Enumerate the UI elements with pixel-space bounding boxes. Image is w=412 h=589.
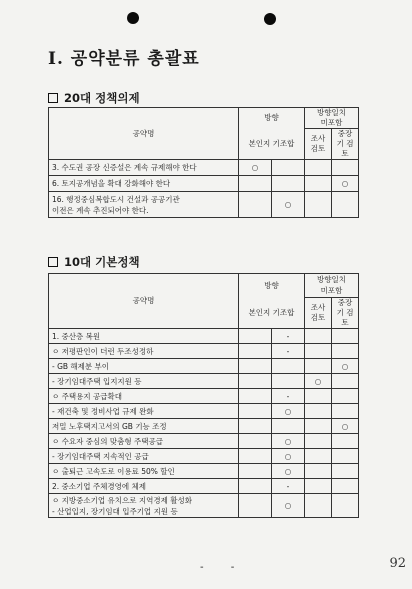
section-heading-basic-policy bbox=[48, 254, 140, 270]
page-number: 92 bbox=[389, 556, 406, 571]
header-group: 방향일치 bbox=[305, 274, 359, 286]
header-pledge-name: 공약명 bbox=[49, 274, 239, 329]
table-row bbox=[49, 389, 359, 404]
mark-cell bbox=[239, 176, 272, 192]
table-row bbox=[49, 404, 359, 419]
mark-cell bbox=[332, 160, 359, 176]
mark-cell bbox=[332, 404, 359, 419]
header-longterm-review: 중장기 검토 bbox=[332, 129, 359, 160]
pledge-name: ㅇ 지방중소기업 유치으로 지역경제 활성화 - 산업입지, 장기임대 입주기업 지원 등 bbox=[49, 494, 239, 518]
header-direction: 방향 bbox=[239, 274, 305, 298]
pledge-name: - 장기임대주택 입지지원 등 bbox=[49, 374, 239, 389]
mark-cell bbox=[332, 192, 359, 218]
pledge-name-line2: - 산업입지, 장기임대 입주기업 지원 등 bbox=[52, 506, 178, 516]
mark-cell: ○ bbox=[332, 419, 359, 434]
mark-cell bbox=[239, 389, 272, 404]
header-pledge-name: 공약명 bbox=[49, 108, 239, 160]
mark-cell bbox=[239, 434, 272, 449]
binder-hole-right bbox=[264, 13, 276, 25]
mark-cell: - bbox=[272, 389, 305, 404]
pledge-name: ㅇ 저평판인이 더런 두조성정하 bbox=[49, 344, 239, 359]
mark-cell: ○ bbox=[272, 434, 305, 449]
pledge-name: 3. 수도권 공장 신증설은 계속 규제해야 한다 bbox=[49, 160, 239, 176]
table-row bbox=[49, 464, 359, 479]
mark-cell bbox=[305, 464, 332, 479]
mark-cell: ○ bbox=[272, 449, 305, 464]
mark-cell bbox=[272, 374, 305, 389]
pledge-name: - 재건축 및 정비사업 규제 완화 bbox=[49, 404, 239, 419]
mark-cell bbox=[305, 344, 332, 359]
mark-cell bbox=[239, 359, 272, 374]
pledge-name: ㅇ 수요자 중심의 맞춤형 주택공급 bbox=[49, 434, 239, 449]
table-row bbox=[49, 192, 359, 218]
mark-cell bbox=[239, 374, 272, 389]
mark-cell bbox=[332, 479, 359, 494]
table-row bbox=[49, 176, 359, 192]
mark-cell bbox=[305, 479, 332, 494]
mark-cell bbox=[272, 419, 305, 434]
mark-cell bbox=[305, 494, 332, 518]
table-row bbox=[49, 434, 359, 449]
table-row bbox=[49, 374, 359, 389]
table-row bbox=[49, 479, 359, 494]
table-row bbox=[49, 344, 359, 359]
pledge-name: 1. 중산층 복원 bbox=[49, 329, 239, 344]
mark-cell: - bbox=[272, 479, 305, 494]
mark-cell bbox=[239, 479, 272, 494]
mark-cell bbox=[239, 192, 272, 218]
mark-cell bbox=[239, 464, 272, 479]
mark-cell bbox=[332, 494, 359, 518]
table-row bbox=[49, 359, 359, 374]
mark-cell bbox=[305, 176, 332, 192]
checkbox-square-icon bbox=[48, 93, 58, 103]
mark-cell bbox=[239, 494, 272, 518]
pledge-name: 2. 중소기업 주체경영에 체제 bbox=[49, 479, 239, 494]
mark-cell bbox=[332, 434, 359, 449]
mark-cell: ○ bbox=[332, 176, 359, 192]
mark-cell bbox=[272, 359, 305, 374]
mark-cell: ○ bbox=[272, 494, 305, 518]
mark-cell: ○ bbox=[272, 404, 305, 419]
pledge-name: - GB 해제분 부이 bbox=[49, 359, 239, 374]
mark-cell bbox=[239, 449, 272, 464]
mark-cell bbox=[305, 434, 332, 449]
footer-dashes: - - bbox=[200, 562, 247, 573]
pledge-name-line2: 이전은 계속 추진되어야 한다. bbox=[52, 205, 149, 215]
mark-cell bbox=[332, 389, 359, 404]
mark-cell bbox=[305, 389, 332, 404]
mark-cell bbox=[272, 176, 305, 192]
header-survey-review: 조사 검토 bbox=[305, 298, 332, 329]
mark-cell bbox=[332, 449, 359, 464]
table-row bbox=[49, 329, 359, 344]
mark-cell: ○ bbox=[332, 359, 359, 374]
header-group-sub: 미포함 bbox=[305, 118, 359, 129]
mark-cell bbox=[305, 404, 332, 419]
mark-cell bbox=[332, 374, 359, 389]
header-group-sub: 미포함 bbox=[305, 286, 359, 298]
pledge-name: 저밀 노후택지고서의 GB 기능 조정 bbox=[49, 419, 239, 434]
mark-cell: ○ bbox=[272, 192, 305, 218]
header-direction-sub: 본인지 기조합 bbox=[239, 298, 305, 329]
mark-cell bbox=[239, 419, 272, 434]
mark-cell bbox=[332, 464, 359, 479]
header-survey-review: 조사 검토 bbox=[305, 129, 332, 160]
mark-cell bbox=[305, 419, 332, 434]
mark-cell bbox=[239, 329, 272, 344]
basic-policy-table bbox=[48, 273, 359, 518]
checkbox-square-icon bbox=[48, 257, 58, 267]
policy-agenda-table bbox=[48, 107, 359, 218]
section-heading-text: 10대 기본정책 bbox=[64, 255, 140, 269]
table-row bbox=[49, 449, 359, 464]
mark-cell: - bbox=[272, 344, 305, 359]
header-direction: 방향 bbox=[239, 108, 305, 129]
section-heading-policy-agenda bbox=[48, 90, 140, 106]
header-direction-sub: 본인지 기조합 bbox=[239, 129, 305, 160]
pledge-name: ㅇ 출퇴근 고속도로 이용료 50% 할인 bbox=[49, 464, 239, 479]
pledge-name: 6. 토지공개념을 확대 강화해야 한다 bbox=[49, 176, 239, 192]
mark-cell bbox=[305, 329, 332, 344]
mark-cell bbox=[332, 344, 359, 359]
page-title: Ⅰ. 공약분류 총괄표 bbox=[48, 49, 200, 69]
mark-cell bbox=[305, 160, 332, 176]
mark-cell bbox=[305, 449, 332, 464]
table-row bbox=[49, 494, 359, 518]
table-row bbox=[49, 419, 359, 434]
mark-cell bbox=[332, 329, 359, 344]
section-heading-text: 20대 정책의제 bbox=[64, 91, 140, 105]
binder-hole-left bbox=[127, 12, 139, 24]
pledge-name: - 장기임대주택 지속적인 공급 bbox=[49, 449, 239, 464]
mark-cell bbox=[239, 344, 272, 359]
table-row bbox=[49, 160, 359, 176]
mark-cell bbox=[272, 160, 305, 176]
mark-cell: ○ bbox=[272, 464, 305, 479]
mark-cell: ○ bbox=[239, 160, 272, 176]
header-group: 방향일치 bbox=[305, 108, 359, 119]
mark-cell bbox=[305, 192, 332, 218]
pledge-name: ㅇ 주택용지 공급확대 bbox=[49, 389, 239, 404]
mark-cell: - bbox=[272, 329, 305, 344]
mark-cell: ○ bbox=[305, 374, 332, 389]
mark-cell bbox=[239, 404, 272, 419]
pledge-name: 16. 행정중심복합도시 건설과 공공기관 이전은 계속 추진되어야 한다. bbox=[49, 192, 239, 218]
mark-cell bbox=[305, 359, 332, 374]
header-longterm-review: 중장기 검토 bbox=[332, 298, 359, 329]
